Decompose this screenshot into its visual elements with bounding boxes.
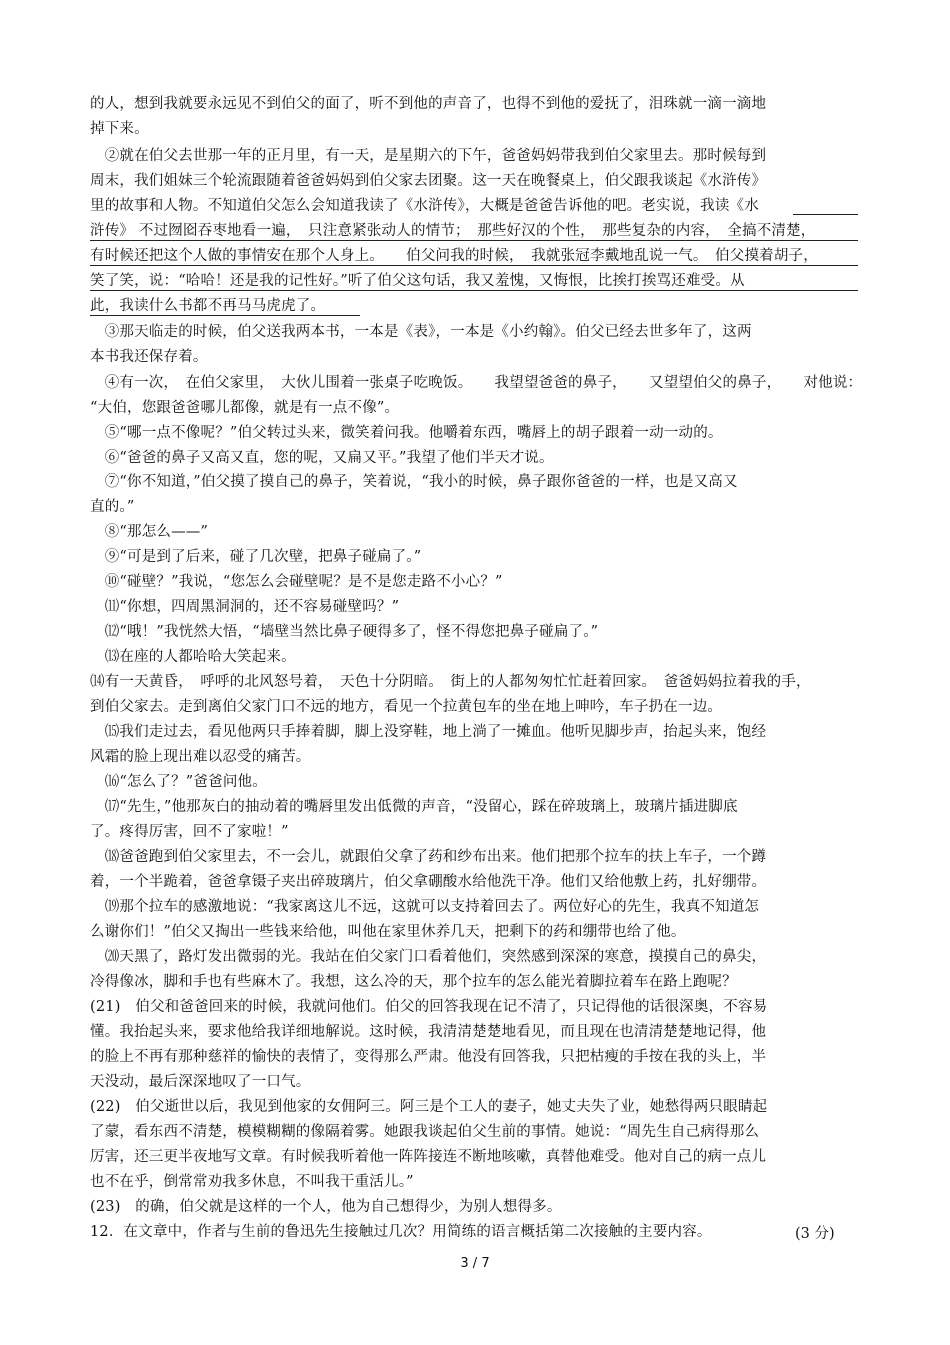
text-line: ②就在伯父去世那一年的正月里，有一天，是星期六的下午，爸爸妈妈带我到伯父家里去。那时候每到	[90, 148, 767, 164]
text-line: ⒇天黑了，路灯发出微弱的光。我站在伯父家门口看着他们，突然感到深深的寒意，摸摸自己的鼻尖，	[90, 949, 767, 965]
text-line: ⑤“哪一点不像呢？”伯父转过头来，微笑着问我。他嚼着东西，嘴唇上的胡子跟着一动一动的。	[90, 425, 723, 441]
text-line: 冷得像冰，脚和手也有些麻木了。我想，这么冷的天，那个拉车的怎么能光着脚拉着车在路上跑呢？	[90, 974, 737, 990]
text-line: ⒁有一天黄昏， 呼呼的北风怒号着， 天色十分阴暗。 街上的人都匆匆忙忙赶着回家。 爸爸妈妈拉着我的手，	[90, 674, 811, 690]
text-line: 天没动，最后深深地叹了一口气。	[90, 1074, 311, 1090]
text-line: 浒传》 不过囫囵吞枣地看一遍， 只注意紧张动人的情节； 那些好汉的个性， 那些复杂的内容， 全搞不清楚，	[90, 223, 816, 239]
text-line: 了蒙，看东西不清楚，模模糊糊的像隔着雾。她跟我谈起伯父生前的事情。她说：“周先生自己病得那么	[90, 1124, 760, 1140]
text-line: ⒄“先生，”他那灰白的抽动着的嘴唇里发出低微的声音，“没留心，踩在碎玻璃上，玻璃片插进脚底	[90, 799, 738, 815]
text-line: ⒆那个拉车的感激地说：“我家离这儿不远，这就可以支持着回去了。两位好心的先生，我真不知道怎	[90, 899, 760, 915]
question-score: (3 分)	[795, 1226, 835, 1242]
text-line: ⑾“你想，四周黑洞洞的，还不容易碰壁吗？”	[90, 599, 400, 615]
text-line: (21) 伯父和爸爸回来的时候，我就问他们。伯父的回答我现在记不清了，只记得他的话很深奥，不容易	[90, 999, 768, 1015]
text-line: ⑨“可是到了后来，碰了几次壁，把鼻子碰扁了。”	[90, 549, 422, 565]
text-line: 风霜的脸上现出难以忍受的痛苦。	[90, 749, 311, 765]
text-line: ⒅爸爸跑到伯父家里去，不一会儿，就跟伯父拿了药和纱布出来。他们把那个拉车的扶上车子，一个蹲	[90, 849, 767, 865]
text-line: 了。疼得厉害，回不了家啦！”	[90, 824, 289, 840]
text-line: 有时候还把这个人做的事情安在那个人身上。 伯父问我的时候， 我就张冠李戴地乱说一气。 伯父摸着胡子，	[90, 248, 818, 264]
underline-1	[793, 214, 858, 215]
text-line: 厉害，还三更半夜地写文章。有时候我听着他一阵阵接连不断地咳嗽，真替他难受。他对自己的病一点儿	[90, 1149, 767, 1165]
text-line: 到伯父家去。走到离伯父家门口不远的地方，看见一个拉黄包车的坐在地上呻吟，车子扔在一边。	[90, 699, 723, 715]
text-line: ⑧“那怎么——”	[90, 524, 209, 540]
text-line: 的脸上不再有那种慈祥的愉快的表情了，变得那么严肃。他没有回答我，只把枯瘦的手按在我的头上，半	[90, 1049, 767, 1065]
text-line: 里的故事和人物。不知道伯父怎么会知道我读了《水浒传》，大概是爸爸告诉他的吧。老实说，我读《水	[90, 198, 759, 214]
text-line: ⒃“怎么了？”爸爸问他。	[90, 774, 267, 790]
text-line: 此，我读什么书都不再马马虎虎了。	[90, 298, 326, 314]
text-line: 周末，我们姐妹三个轮流跟随着爸爸妈妈到伯父家去团聚。这一天在晚餐桌上，伯父跟我谈起《水浒传》	[90, 173, 767, 189]
text-line: 么谢你们！”伯父又掏出一些钱来给他，叫他在家里休养几天，把剩下的药和绷带也给了他。	[90, 924, 686, 940]
underline-3	[90, 265, 858, 266]
text-line: 掉下来。	[90, 121, 149, 137]
text-line: ⑦“你不知道，”伯父摸了摸自己的鼻子，笑着说，“我小的时候，鼻子跟你爸爸的一样，也是又高又	[90, 474, 738, 490]
text-line: ⑥“爸爸的鼻子又高又直，您的呢，又扁又平。”我望了他们半天才说。	[90, 450, 554, 466]
text-line: ⒀在座的人都哈哈大笑起来。	[90, 649, 296, 665]
text-line: 也不在乎，倒常常劝我多休息，不叫我干重活儿。”	[90, 1174, 414, 1190]
text-line: ⑩“碰壁？”我说，“您怎么会碰壁呢？是不是您走路不小心？”	[90, 574, 503, 590]
text-line: 本书我还保存着。	[90, 349, 208, 365]
text-line: ④有一次， 在伯父家里， 大伙儿围着一张桌子吃晚饭。 我望望爸爸的鼻子， 又望望伯父的鼻子， 对他说：	[90, 375, 863, 391]
text-line: (23) 的确，伯父就是这样的一个人，他为自己想得少，为别人想得多。	[90, 1199, 562, 1215]
text-line: “大伯，您跟爸爸哪儿都像，就是有一点不像”。	[90, 400, 400, 416]
page-number: 3 / 7	[460, 1256, 490, 1271]
underline-4	[90, 290, 858, 291]
text-line: 12．在文章中，作者与生前的鲁迅先生接触过几次？用简练的语言概括第二次接触的主要内容。	[90, 1224, 712, 1240]
text-line: 懂。我抬起头来，要求他给我详细地解说。这时候，我清清楚楚地看见，而且现在也清清楚楚地记得，他	[90, 1024, 767, 1040]
text-line: ③那天临走的时候，伯父送我两本书，一本是《表》，一本是《小约翰》。伯父已经去世多年了，这两	[90, 324, 752, 340]
text-line: ⒂我们走过去，看见他两只手捧着脚，脚上没穿鞋，地上淌了一摊血。他听见脚步声，抬起头来，饱经	[90, 724, 767, 740]
text-line: 笑了笑，说：“哈哈！还是我的记性好。”听了伯父这句话，我又羞愧，又悔恨，比挨打挨骂还难受。从	[90, 273, 745, 289]
text-line: 的人，想到我就要永远见不到伯父的面了，听不到他的声音了，也得不到他的爱抚了，泪珠就一滴一滴地	[90, 96, 767, 112]
underline-5	[90, 315, 360, 316]
text-line: 直的。”	[90, 499, 135, 515]
underline-2	[90, 240, 858, 241]
text-line: 着，一个半跪着，爸爸拿镊子夹出碎玻璃片，伯父拿硼酸水给他洗干净。他们又给他敷上药，扎好绷带。	[90, 874, 767, 890]
text-line: ⑿“哦！”我恍然大悟，“墙壁当然比鼻子硬得多了，怪不得您把鼻子碰扁了。”	[90, 624, 599, 640]
text-line: (22) 伯父逝世以后，我见到他家的女佣阿三。阿三是个工人的妻子，她丈夫失了业，她愁得两只眼睛起	[90, 1099, 768, 1115]
